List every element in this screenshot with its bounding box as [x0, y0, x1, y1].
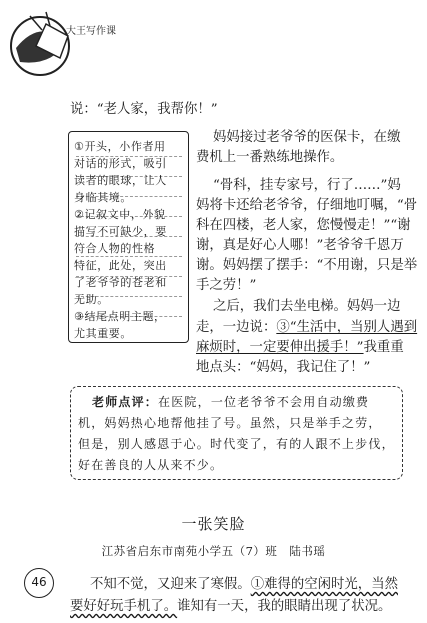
body-line: “骨科，挂专家号，行了……”妈 — [213, 178, 401, 193]
body-line: 谢，真是好心人哪！”老爷爷千恩万 — [196, 238, 404, 253]
highlighted-sentence: ③“生活中，当别人遇到 — [276, 320, 418, 335]
body-line: 手之劳！” — [196, 278, 257, 293]
highlighted-sentence: 麻烦时，一定要伸出援手！” — [196, 340, 364, 355]
body-line: 说：“老人家，我帮你！” — [70, 102, 218, 117]
body-line: 妈将卡还给老爷爷，仔细地叮嘱，“骨 — [196, 198, 418, 213]
note-line: ①开头，小作者用 — [74, 140, 166, 153]
comment-line: 但是，别人感恩于心。时代变了，有的人跟不上步伐， — [78, 437, 395, 451]
note-line: 符合人物的性格 — [74, 242, 156, 255]
body-line: 之后，我们去坐电梯。妈妈一边 — [213, 299, 401, 314]
note-line: 无助。 — [74, 293, 109, 306]
page-number: 46 — [24, 568, 54, 598]
body-line — [196, 338, 404, 358]
body-line — [196, 318, 417, 338]
note-line: 尤其重要。 — [74, 327, 132, 340]
essay-text: 谁知有一天，我的眼睛出现了状况。 — [177, 599, 392, 614]
essay-author: 江苏省启东市南苑小学五（7）班 陆书瑶 — [101, 544, 326, 558]
teacher-comment-label: 老师点评： — [92, 395, 159, 409]
note-line: 了老爷爷的苍老和 — [74, 276, 167, 289]
body-line: 妈妈接过老爷爷的医保卡，在缴 — [213, 130, 401, 145]
highlighted-sentence: ①难得的空闲时光，当然 — [250, 577, 398, 592]
body-line: 费机上一番熟练地操作。 — [196, 150, 344, 165]
essay-title: 一张笑脸 — [181, 515, 246, 533]
comment-line: 机，妈妈热心地帮他挂了号。虽然，只是举手之劳， — [78, 416, 382, 430]
essay-line — [70, 597, 391, 617]
body-line: 地点头：“妈妈，我记住了！” — [196, 360, 371, 375]
body-text: 走，一边说： — [196, 320, 277, 335]
body-line: 谢。妈妈摆了摆手：“不用谢，只是举 — [196, 258, 418, 273]
comment-text: 在医院，一位老爷爷不会用自动缴费 — [158, 395, 370, 409]
note-line: 对话的形式，吸引 — [74, 157, 167, 170]
note-line: 身临其境。 — [74, 191, 132, 204]
note-line: 特征，此处，突出 — [74, 259, 167, 272]
highlighted-sentence: 要好好玩手机了。 — [70, 599, 178, 614]
logo-text: 大王写作课 — [66, 26, 116, 37]
body-line: 科在四楼，老人家，您慢慢走！”“谢 — [196, 218, 411, 233]
note-line: ③结尾点明主题， — [74, 310, 166, 323]
comment-line: 好在善良的人从来不少。 — [78, 458, 224, 472]
note-line: ②记叙文中，外貌 — [74, 208, 166, 221]
essay-text: 不知不觉，又迎来了寒假。 — [90, 577, 251, 592]
body-text: 我重重 — [363, 340, 404, 355]
note-line: 描写不可缺少，要 — [74, 225, 167, 238]
publication-logo — [6, 6, 116, 88]
essay-line — [90, 575, 398, 595]
comment-line — [92, 392, 369, 412]
note-line: 读者的眼球，让人 — [74, 174, 167, 187]
